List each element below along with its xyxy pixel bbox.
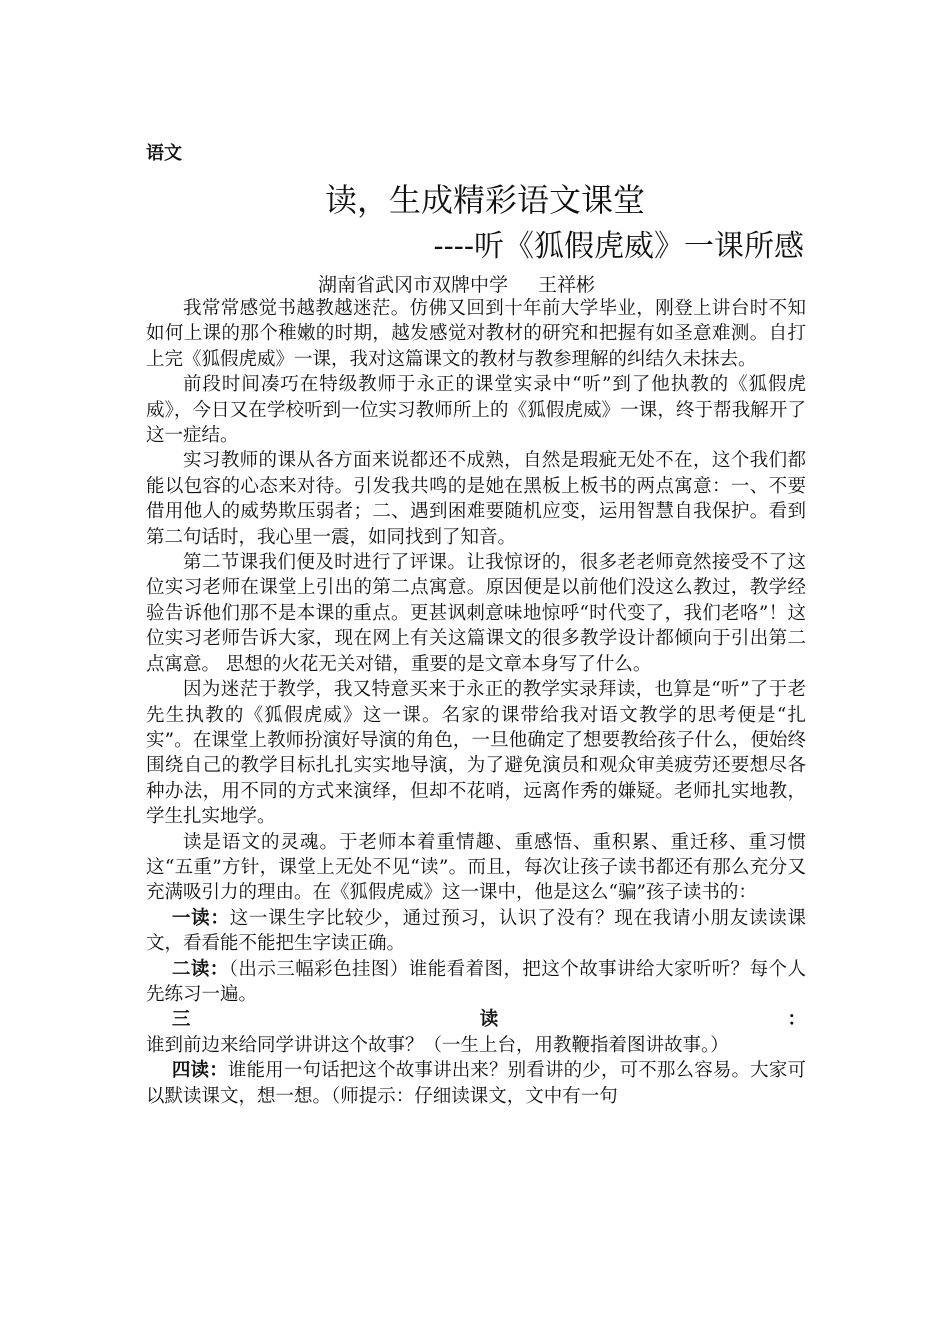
subject-label: 语文	[146, 143, 182, 164]
reading-step-label: 二读：	[171, 958, 229, 980]
article-subtitle: ----听《狐假虎威》一课所感	[433, 229, 804, 264]
reading-step-text: 谁能用一句话把这个故事讲出来？别看讲的少，可不那么容易。大家可以默读课文，想一想。（师提示：仔细读课文，文中有一句	[146, 1060, 806, 1107]
reading-step-text: （出示三幅彩色挂图）谁能看着图，把这个故事讲给大家听听？每个人先练习一遍。	[146, 958, 806, 1005]
article-body	[146, 296, 806, 1109]
author-name: 王祥彬	[538, 274, 596, 296]
reading-step-label: 三读：	[171, 1009, 806, 1031]
reading-step	[146, 957, 806, 1008]
author-school: 湖南省武冈市双牌中学	[318, 274, 509, 296]
author-line	[318, 272, 595, 298]
reading-step-text: 谁到前边来给同学讲讲这个故事？（一生上台，用教鞭指着图讲故事。）	[146, 1034, 729, 1056]
paragraph: 因为迷茫于教学，我又特意买来于永正的教学实录拜读，也算是“听”了于老先生执教的《狐假虎威》这一课。名家的课带给我对语文教学的思考便是“扎实”。在课堂上教师扮演好导演的角色，一旦他确定了想要教给孩子什么，便始终围绕自己的教学目标扎扎实实地导演，为了避免演员和观众审美疲劳还要想尽各种办法，用不同的方式来演绎，但却不花哨，远离作秀的嫌疑。老师扎实地教，学生扎实地学。	[146, 679, 806, 828]
paragraph: 第二节课我们便及时进行了评课。让我惊讶的，很多老老师竟然接受不了这位实习老师在课堂上引出的第二点寓意。原因便是以前他们没这么教过，教学经验告诉他们那不是本课的重点。更甚讽刺意味地惊呼“时代变了，我们老咯”！这位实习老师告诉大家，现在网上有关这篇课文的很多教学设计都倾向于引出第二点寓意。 思想的火花无关对错，重要的是文章本身写了什么。	[146, 552, 806, 675]
reading-step-text: 这一课生字比较少，通过预习，认识了没有？现在我请小朋友读读课文，看看能不能把生字读正确。	[146, 907, 806, 955]
paragraph: 实习教师的课从各方面来说都还不成熟，自然是瑕疵无处不在，这个我们都能以包容的心态来对待。引发我共鸣的是她在黑板上板书的两点寓意：一、不要借用他人的威势欺压弱者；二、遇到困难要随机应变，运用智慧自我保护。看到第二句话时，我心里一震，如同找到了知音。	[146, 450, 806, 548]
reading-step	[146, 1058, 806, 1109]
reading-step	[146, 1007, 806, 1058]
paragraph: 读是语文的灵魂。于老师本着重情趣、重感悟、重积累、重迁移、重习惯这“五重”方针，课堂上无处不见“读”。而且，每次让孩子读书都还有那么充分又充满吸引力的理由。在《狐假虎威》这一课中，他是这么“骗”孩子读书的：	[146, 831, 806, 904]
reading-step-label: 四读：	[171, 1060, 228, 1082]
reading-step-label: 一读：	[171, 907, 230, 929]
paragraph: 我常常感觉书越教越迷茫。仿佛又回到十年前大学毕业，刚登上讲台时不知如何上课的那个稚嫩的时期，越发感觉对教材的研究和把握有如圣意难测。自打上完《狐假虎威》一课，我对这篇课文的教材与教参理解的纠结久未抹去。	[146, 298, 806, 370]
paragraph: 前段时间凑巧在特级教师于永正的课堂实录中“听”到了他执教的《狐假虎威》，今日又在学校听到一位实习教师所上的《狐假虎威》一课，终于帮我解开了这一症结。	[146, 374, 806, 447]
article-title: 读，生成精彩语文课堂	[324, 181, 645, 219]
reading-step	[146, 906, 806, 957]
